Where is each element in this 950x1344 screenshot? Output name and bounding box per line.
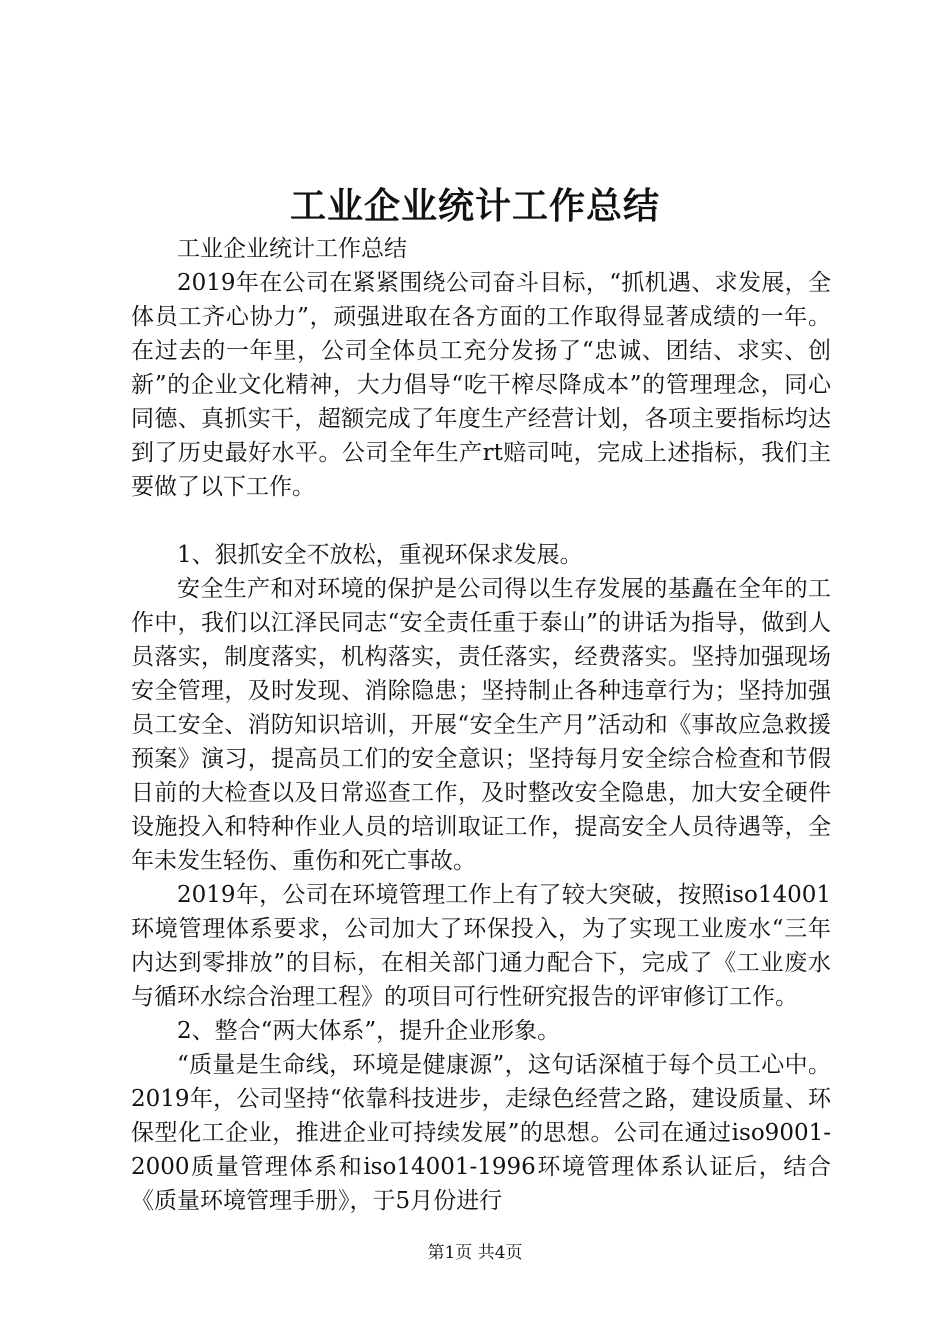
section-heading-1: 1、狠抓安全不放松，重视环保求发展。 [177, 542, 583, 568]
paragraph-safety: 安全生产和对环境的保护是公司得以生存发展的基矗在全年的工作中，我们以江泽民同志“安全责任重于泰山”的讲话为指导，做到人员落实，制度落实，机构落实，责任落实，经费落实。坚持加强现场安全管理，及时发现、消除隐患；坚持制止各种违章行为；坚持加强员工安全、消防知识培训，开展“安全生产月”活动和《事故应急救援预案》演习，提高员工们的安全意识；坚持每月安全综合检查和节假日前的大检查以及日常巡查工作，及时整改安全隐患，加大安全硬件设施投入和特种作业人员的培训取证工作，提高安全人员待遇等，全年未发生轻伤、重伤和死亡事故。 [131, 576, 831, 874]
section-heading-2: 2、整合“两大体系”，提升企业形象。 [177, 1018, 561, 1044]
paragraph-environment: 2019年，公司在环境管理工作上有了较大突破，按照iso14001环境管理体系要求，公司加大了环保投入，为了实现工业废水“三年内达到零排放”的目标，在相关部门通力配合下，完成了《工业废水与循环水综合治理工程》的项目可行性研究报告的评审修订工作。 [131, 882, 831, 1010]
document-body [131, 232, 831, 1218]
paragraph-quality: “质量是生命线，环境是健康源”，这句话深植于每个员工心中。2019年，公司坚持“依靠科技进步，走绿色经营之路，建设质量、环保型化工企业，推进企业可持续发展”的思想。公司在通过iso9001-2000质量管理体系和iso14001-1996环境管理体系认证后，结合《质量环境管理手册》，于5月份进行 [131, 1052, 831, 1214]
document-title: 工业企业统计工作总结 [289, 186, 660, 227]
paragraph-intro: 2019年在公司在紧紧围绕公司奋斗目标，“抓机遇、求发展，全体员工齐心协力”，顽强进取在各方面的工作取得显著成绩的一年。在过去的一年里，公司全体员工充分发扬了“忠诚、团结、求实、创新”的企业文化精神，大力倡导“吃干榨尽降成本”的管理理念，同心同德、真抓实干，超额完成了年度生产经营计划，各项主要指标均达到了历史最好水平。公司全年生产rt赔司吨，完成上述指标，我们主要做了以下工作。 [131, 270, 831, 500]
paragraph-subtitle: 工业企业统计工作总结 [177, 236, 407, 262]
page-footer: 第1页 共4页 [427, 1243, 523, 1263]
